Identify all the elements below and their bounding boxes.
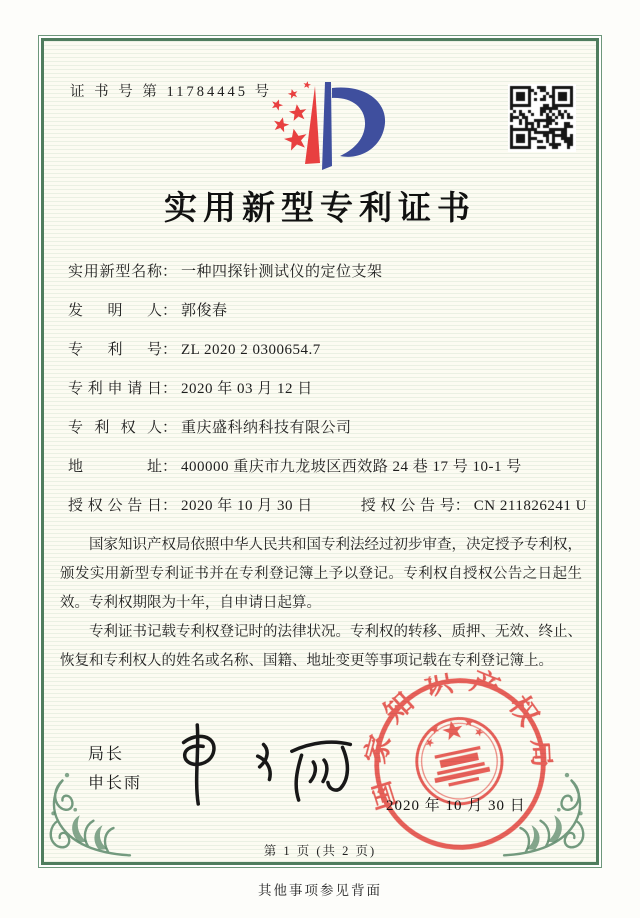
legal-statement bbox=[60, 531, 582, 676]
certificate-number: 证 书 号 第 11784445 号 bbox=[70, 84, 273, 100]
field-value: 一种四探针测试仪的定位支架 bbox=[181, 264, 383, 280]
field-value: 重庆盛科纳科技有限公司 bbox=[181, 420, 352, 436]
field-label: 发明人 bbox=[68, 303, 162, 319]
legal-paragraph-2: 专利证书记载专利权登记时的法律状况。专利权的转移、质押、无效、终止、恢复和专利权人的姓名或名称、国籍、地址变更等事项记载在专利登记簿上。 bbox=[60, 624, 582, 669]
certificate-title: 实用新型专利证书 bbox=[164, 191, 476, 227]
field-grant-number: 授权公告号： CN 211826241 U bbox=[361, 498, 587, 514]
director-title: 局长 bbox=[88, 746, 125, 763]
field-value: ZL 2020 2 0300654.7 bbox=[181, 342, 321, 358]
field-address: 地址： 400000 重庆市九龙坡区西效路 24 巷 17 号 10-1 号 bbox=[68, 455, 585, 479]
certificate-fields bbox=[68, 260, 585, 533]
field-value: 2020 年 10 月 30 日 bbox=[181, 498, 313, 514]
svg-text:国家知识产权局: 国家知识产权局 bbox=[360, 664, 559, 814]
field-value: 郭俊春 bbox=[181, 303, 228, 319]
field-value: 400000 重庆市九龙坡区西效路 24 巷 17 号 10-1 号 bbox=[181, 459, 522, 475]
field-label: 专利权人 bbox=[68, 420, 162, 436]
field-patent-number: 专利号： ZL 2020 2 0300654.7 bbox=[68, 338, 585, 362]
field-utility-model-name: 实用新型名称： 一种四探针测试仪的定位支架 bbox=[68, 260, 585, 284]
director-block bbox=[88, 740, 142, 798]
field-grant-announcement: 授权公告日： 2020 年 10 月 30 日 授权公告号： CN 211826241 U bbox=[68, 494, 585, 518]
field-label: 授权公告日 bbox=[68, 498, 162, 514]
back-note: 其他事项参见背面 bbox=[258, 883, 382, 898]
page-indicator: 第 1 页 (共 2 页) bbox=[263, 844, 377, 858]
legal-paragraph-1: 国家知识产权局依照中华人民共和国专利法经过初步审查，决定授予专利权，颁发实用新型专利证书并在专利登记簿上予以登记。专利权自授权公告之日起生效。专利权期限为十年，自申请日起算。 bbox=[60, 537, 582, 611]
field-value: CN 211826241 U bbox=[473, 498, 587, 514]
field-value: 2020 年 03 月 12 日 bbox=[181, 381, 313, 397]
field-patentee: 专利权人： 重庆盛科纳科技有限公司 bbox=[68, 416, 585, 440]
field-inventor: 发明人： 郭俊春 bbox=[68, 299, 585, 323]
field-label: 授权公告号 bbox=[360, 498, 455, 514]
qr-code-icon bbox=[508, 84, 576, 152]
director-signature-icon bbox=[168, 712, 363, 812]
director-name: 申长雨 bbox=[88, 775, 143, 792]
field-label: 实用新型名称 bbox=[68, 264, 162, 280]
field-label: 专利号 bbox=[68, 342, 162, 358]
cnipa-patent-logo-icon bbox=[252, 76, 408, 180]
field-application-date: 专利申请日： 2020 年 03 月 12 日 bbox=[68, 377, 585, 401]
field-label: 专利申请日 bbox=[68, 381, 162, 397]
field-label: 地址 bbox=[68, 459, 162, 475]
seal-date: 2020 年 10 月 30 日 bbox=[386, 798, 526, 814]
